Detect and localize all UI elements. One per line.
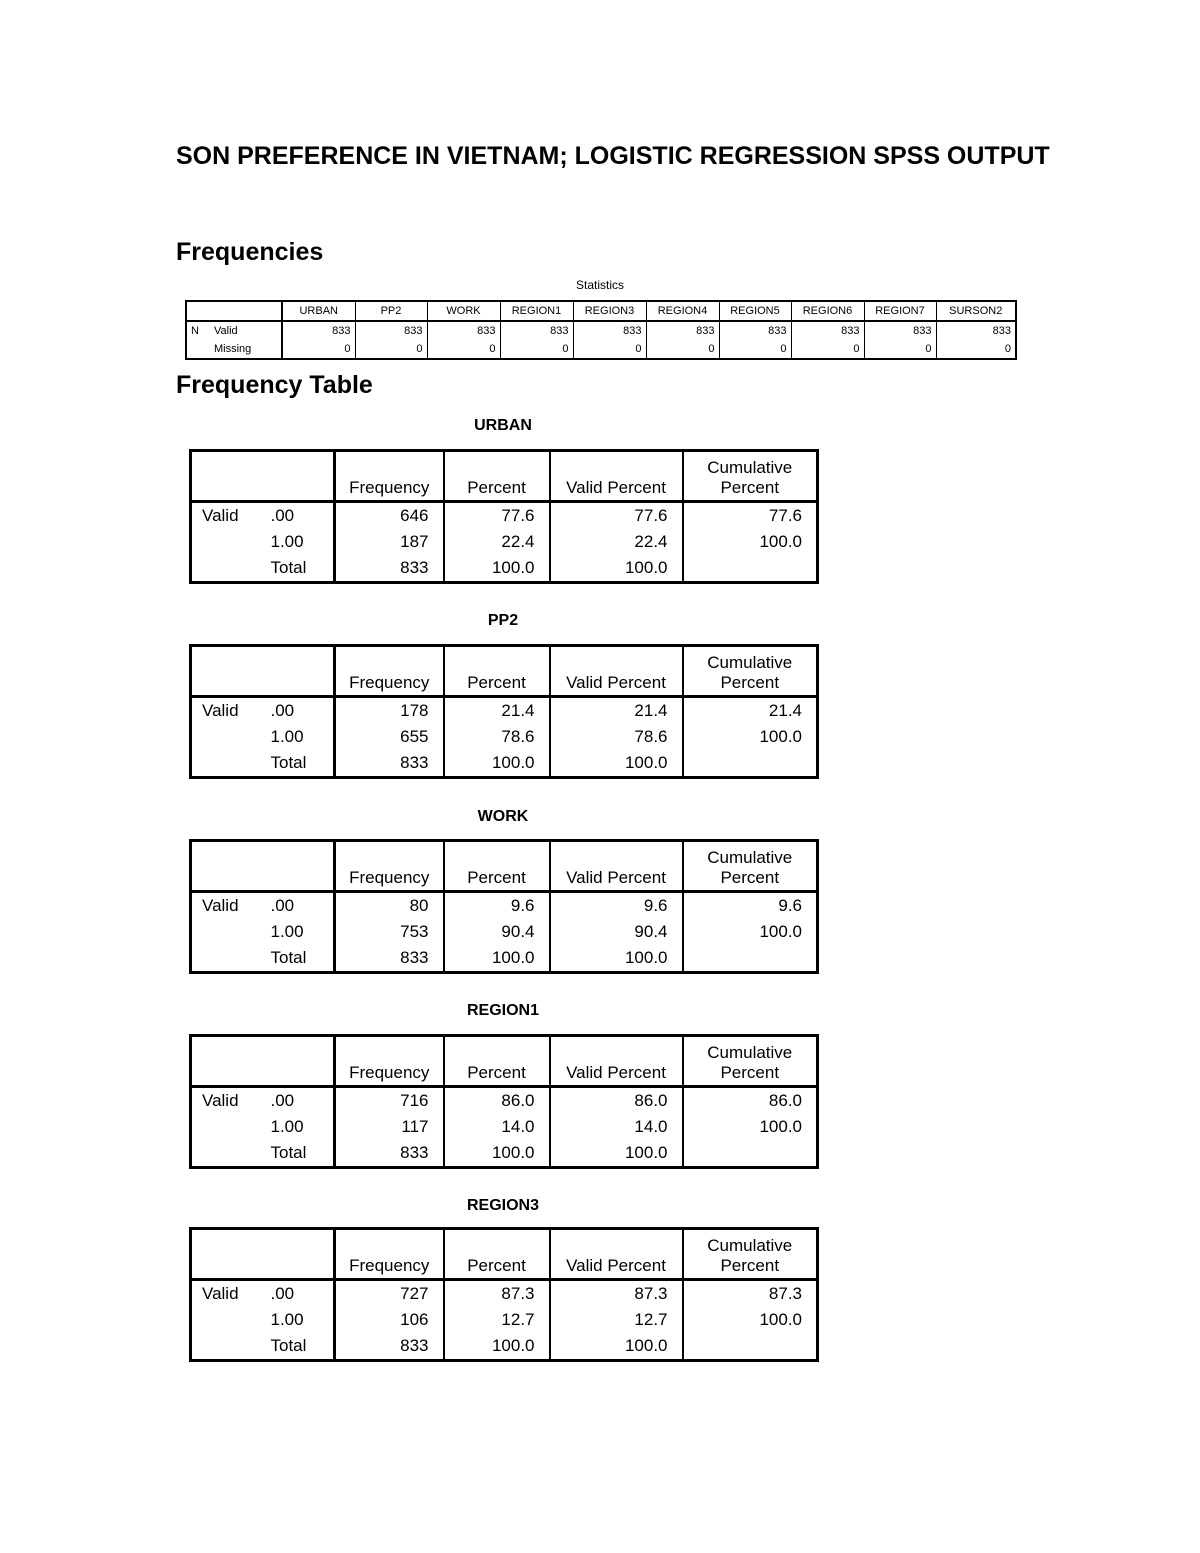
freq-cell: 80 (335, 892, 444, 920)
freq-cell: 100.0 (550, 750, 683, 778)
stats-cell: 0 (500, 340, 573, 359)
statistics-header-row (186, 301, 1016, 321)
freq-corner (261, 1229, 335, 1280)
freq-header-row (191, 646, 818, 697)
freq-cell (683, 1333, 818, 1361)
freq-group-empty (191, 555, 261, 583)
freq-cell: 77.6 (444, 502, 550, 530)
stats-col-header: REGION3 (573, 301, 646, 321)
freq-table-title: URBAN (474, 417, 532, 434)
stats-row-group-empty (186, 340, 210, 359)
freq-header-row (191, 451, 818, 502)
freq-col-valid-percent: Valid Percent (550, 646, 683, 697)
freq-cell: 178 (335, 697, 444, 725)
freq-cell: 100.0 (550, 1140, 683, 1168)
table-row (191, 892, 818, 920)
freq-cell: 833 (335, 750, 444, 778)
freq-group-empty (191, 919, 261, 945)
freq-group-empty (191, 1333, 261, 1361)
freq-cell: 100.0 (683, 1114, 818, 1140)
statistics-table (185, 300, 1017, 360)
freq-cell: 100.0 (444, 1333, 550, 1361)
freq-col-valid-percent: Valid Percent (550, 451, 683, 502)
freq-cell: 22.4 (550, 529, 683, 555)
freq-table-work (189, 839, 819, 974)
freq-row-label: .00 (270, 896, 295, 915)
stats-row-missing (186, 340, 1016, 359)
table-row (191, 1333, 818, 1361)
freq-cell: 90.4 (550, 919, 683, 945)
freq-cell: 90.4 (444, 919, 550, 945)
stats-col-header: REGION7 (864, 301, 936, 321)
freq-cell: 21.4 (444, 697, 550, 725)
freq-cell: 22.4 (444, 529, 550, 555)
freq-cell: 100.0 (444, 945, 550, 973)
freq-corner (191, 451, 261, 502)
stats-cell: 0 (936, 340, 1016, 359)
frequency-table-heading: Frequency Table (176, 371, 373, 399)
freq-cell: 100.0 (444, 555, 550, 583)
freq-col-percent: Percent (444, 451, 550, 502)
freq-cell: 78.6 (444, 724, 550, 750)
freq-cell (683, 1140, 818, 1168)
freq-header-row (191, 1229, 818, 1280)
stats-col-header: REGION5 (719, 301, 791, 321)
cumulative-label-line2: Percent (720, 1063, 780, 1082)
freq-group-label: Valid (202, 1091, 239, 1110)
cumulative-label-line1: Cumulative (707, 1236, 793, 1255)
freq-row-label: 1.00 (270, 727, 304, 746)
freq-group-empty (191, 945, 261, 973)
stats-cell: 0 (719, 340, 791, 359)
freq-corner (261, 1036, 335, 1087)
freq-col-valid-percent: Valid Percent (550, 841, 683, 892)
stats-cell: 0 (646, 340, 719, 359)
freq-group-label: Valid (202, 896, 239, 915)
freq-row-label: .00 (270, 701, 295, 720)
stats-cell: 0 (573, 340, 646, 359)
freq-col-cumulative (683, 646, 818, 697)
freq-table-region3 (189, 1227, 819, 1362)
freq-row-label: 1.00 (270, 922, 304, 941)
statistics-caption: Statistics (575, 278, 624, 292)
freq-corner (191, 841, 261, 892)
stats-col-header: SURSON2 (936, 301, 1016, 321)
stats-cell: 833 (936, 321, 1016, 340)
freq-cell: 187 (335, 529, 444, 555)
freq-col-valid-percent: Valid Percent (550, 1036, 683, 1087)
freq-row-label: .00 (270, 1284, 295, 1303)
stats-cell: 0 (427, 340, 500, 359)
cumulative-label-line2: Percent (720, 1256, 780, 1275)
stats-cell: 833 (864, 321, 936, 340)
stats-cell: 833 (427, 321, 500, 340)
freq-cell: 727 (335, 1280, 444, 1308)
stats-cell: 0 (864, 340, 936, 359)
freq-cell: 655 (335, 724, 444, 750)
freq-cell: 716 (335, 1087, 444, 1115)
freq-group-empty (191, 750, 261, 778)
freq-cell: 646 (335, 502, 444, 530)
freq-cell: 87.3 (444, 1280, 550, 1308)
freq-cell: 833 (335, 1140, 444, 1168)
freq-cell: 87.3 (683, 1280, 818, 1308)
freq-cell: 833 (335, 555, 444, 583)
cumulative-label-line1: Cumulative (707, 653, 793, 672)
freq-cell: 106 (335, 1307, 444, 1333)
freq-table-title: REGION1 (466, 1002, 539, 1019)
freq-row-label: 1.00 (270, 532, 304, 551)
freq-cell: 100.0 (444, 1140, 550, 1168)
document-title: SON PREFERENCE IN VIETNAM; LOGISTIC REGRESSION SPSS OUTPUT (176, 142, 1050, 170)
freq-cell: 86.0 (683, 1087, 818, 1115)
freq-table-pp2 (189, 644, 819, 779)
table-row (191, 697, 818, 725)
freq-table-region1 (189, 1034, 819, 1169)
freq-cell (683, 750, 818, 778)
freq-cell: 833 (335, 945, 444, 973)
freq-row-label: Total (270, 1143, 307, 1162)
stats-cell: 833 (355, 321, 427, 340)
freq-cell: 77.6 (683, 502, 818, 530)
table-row (191, 529, 818, 555)
table-row (191, 1307, 818, 1333)
freq-corner (191, 1036, 261, 1087)
cumulative-label-line1: Cumulative (707, 458, 793, 477)
stats-col-header: WORK (427, 301, 500, 321)
freq-group-empty (191, 1114, 261, 1140)
freq-col-frequency: Frequency (335, 1036, 444, 1087)
freq-group-empty (191, 1307, 261, 1333)
stats-cell: 833 (500, 321, 573, 340)
freq-cell: 21.4 (683, 697, 818, 725)
freq-corner (261, 646, 335, 697)
freq-corner (261, 451, 335, 502)
frequencies-heading: Frequencies (176, 238, 324, 266)
stats-col-header: URBAN (282, 301, 355, 321)
stats-cell: 0 (282, 340, 355, 359)
freq-col-frequency: Frequency (335, 841, 444, 892)
freq-row-label: .00 (270, 1091, 295, 1110)
freq-col-percent: Percent (444, 646, 550, 697)
freq-col-cumulative (683, 841, 818, 892)
freq-group-label: Valid (202, 701, 239, 720)
freq-cell: 100.0 (683, 724, 818, 750)
freq-cell: 100.0 (683, 529, 818, 555)
freq-cell: 87.3 (550, 1280, 683, 1308)
freq-row-label: .00 (270, 506, 295, 525)
freq-corner (191, 646, 261, 697)
stats-col-header: PP2 (355, 301, 427, 321)
cumulative-label-line2: Percent (720, 868, 780, 887)
freq-group-empty (191, 529, 261, 555)
freq-cell: 100.0 (683, 1307, 818, 1333)
stats-row-group: N (191, 325, 199, 337)
stats-cell: 833 (282, 321, 355, 340)
table-row (191, 750, 818, 778)
freq-table-title: PP2 (487, 612, 519, 629)
freq-cell: 12.7 (444, 1307, 550, 1333)
freq-col-cumulative (683, 1036, 818, 1087)
freq-cell: 9.6 (683, 892, 818, 920)
freq-col-frequency: Frequency (335, 451, 444, 502)
freq-cell: 833 (335, 1333, 444, 1361)
freq-col-percent: Percent (444, 1229, 550, 1280)
stats-cell: 833 (719, 321, 791, 340)
freq-col-valid-percent: Valid Percent (550, 1229, 683, 1280)
freq-cell: 100.0 (550, 555, 683, 583)
freq-cell (683, 945, 818, 973)
table-row (191, 724, 818, 750)
stats-cell: 0 (791, 340, 864, 359)
freq-header-row (191, 841, 818, 892)
freq-cell: 100.0 (550, 1333, 683, 1361)
table-row (191, 1114, 818, 1140)
freq-table-urban (189, 449, 819, 584)
freq-group-empty (191, 1140, 261, 1168)
freq-col-cumulative (683, 1229, 818, 1280)
freq-col-frequency: Frequency (335, 1229, 444, 1280)
cumulative-label-line1: Cumulative (707, 848, 793, 867)
cumulative-label-line1: Cumulative (707, 1043, 793, 1062)
stats-corner (186, 301, 210, 321)
freq-row-label: Total (270, 558, 307, 577)
freq-row-label: Total (270, 753, 307, 772)
stats-cell: 0 (355, 340, 427, 359)
freq-col-percent: Percent (444, 1036, 550, 1087)
freq-cell: 100.0 (444, 750, 550, 778)
freq-cell: 9.6 (550, 892, 683, 920)
freq-cell: 12.7 (550, 1307, 683, 1333)
table-row (191, 1140, 818, 1168)
freq-row-label: Total (270, 948, 307, 967)
table-row (191, 1087, 818, 1115)
freq-corner (191, 1229, 261, 1280)
freq-col-cumulative (683, 451, 818, 502)
freq-cell: 14.0 (550, 1114, 683, 1140)
freq-row-label: 1.00 (270, 1117, 304, 1136)
stats-col-header: REGION6 (791, 301, 864, 321)
freq-cell: 14.0 (444, 1114, 550, 1140)
freq-row-label: Total (270, 1336, 307, 1355)
freq-cell: 9.6 (444, 892, 550, 920)
freq-cell (683, 555, 818, 583)
freq-header-row (191, 1036, 818, 1087)
freq-group-empty (191, 724, 261, 750)
freq-table-title: REGION3 (466, 1197, 539, 1214)
freq-table-title: WORK (477, 808, 529, 825)
freq-cell: 100.0 (683, 919, 818, 945)
stats-corner (210, 301, 282, 321)
stats-cell: 833 (646, 321, 719, 340)
freq-col-frequency: Frequency (335, 646, 444, 697)
freq-cell: 100.0 (550, 945, 683, 973)
stats-row-label: Valid (214, 325, 238, 337)
stats-cell: 833 (791, 321, 864, 340)
freq-cell: 21.4 (550, 697, 683, 725)
table-row (191, 1280, 818, 1308)
table-row (191, 502, 818, 530)
freq-cell: 78.6 (550, 724, 683, 750)
freq-col-percent: Percent (444, 841, 550, 892)
stats-row-valid (186, 321, 1016, 340)
freq-cell: 86.0 (444, 1087, 550, 1115)
stats-row-label: Missing (214, 343, 252, 355)
table-row (191, 555, 818, 583)
freq-group-label: Valid (202, 1284, 239, 1303)
freq-cell: 117 (335, 1114, 444, 1140)
table-row (191, 919, 818, 945)
freq-cell: 753 (335, 919, 444, 945)
stats-col-header: REGION4 (646, 301, 719, 321)
cumulative-label-line2: Percent (720, 673, 780, 692)
freq-corner (261, 841, 335, 892)
cumulative-label-line2: Percent (720, 478, 780, 497)
freq-row-label: 1.00 (270, 1310, 304, 1329)
table-row (191, 945, 818, 973)
stats-cell: 833 (573, 321, 646, 340)
freq-cell: 86.0 (550, 1087, 683, 1115)
stats-col-header: REGION1 (500, 301, 573, 321)
freq-cell: 77.6 (550, 502, 683, 530)
freq-group-label: Valid (202, 506, 239, 525)
